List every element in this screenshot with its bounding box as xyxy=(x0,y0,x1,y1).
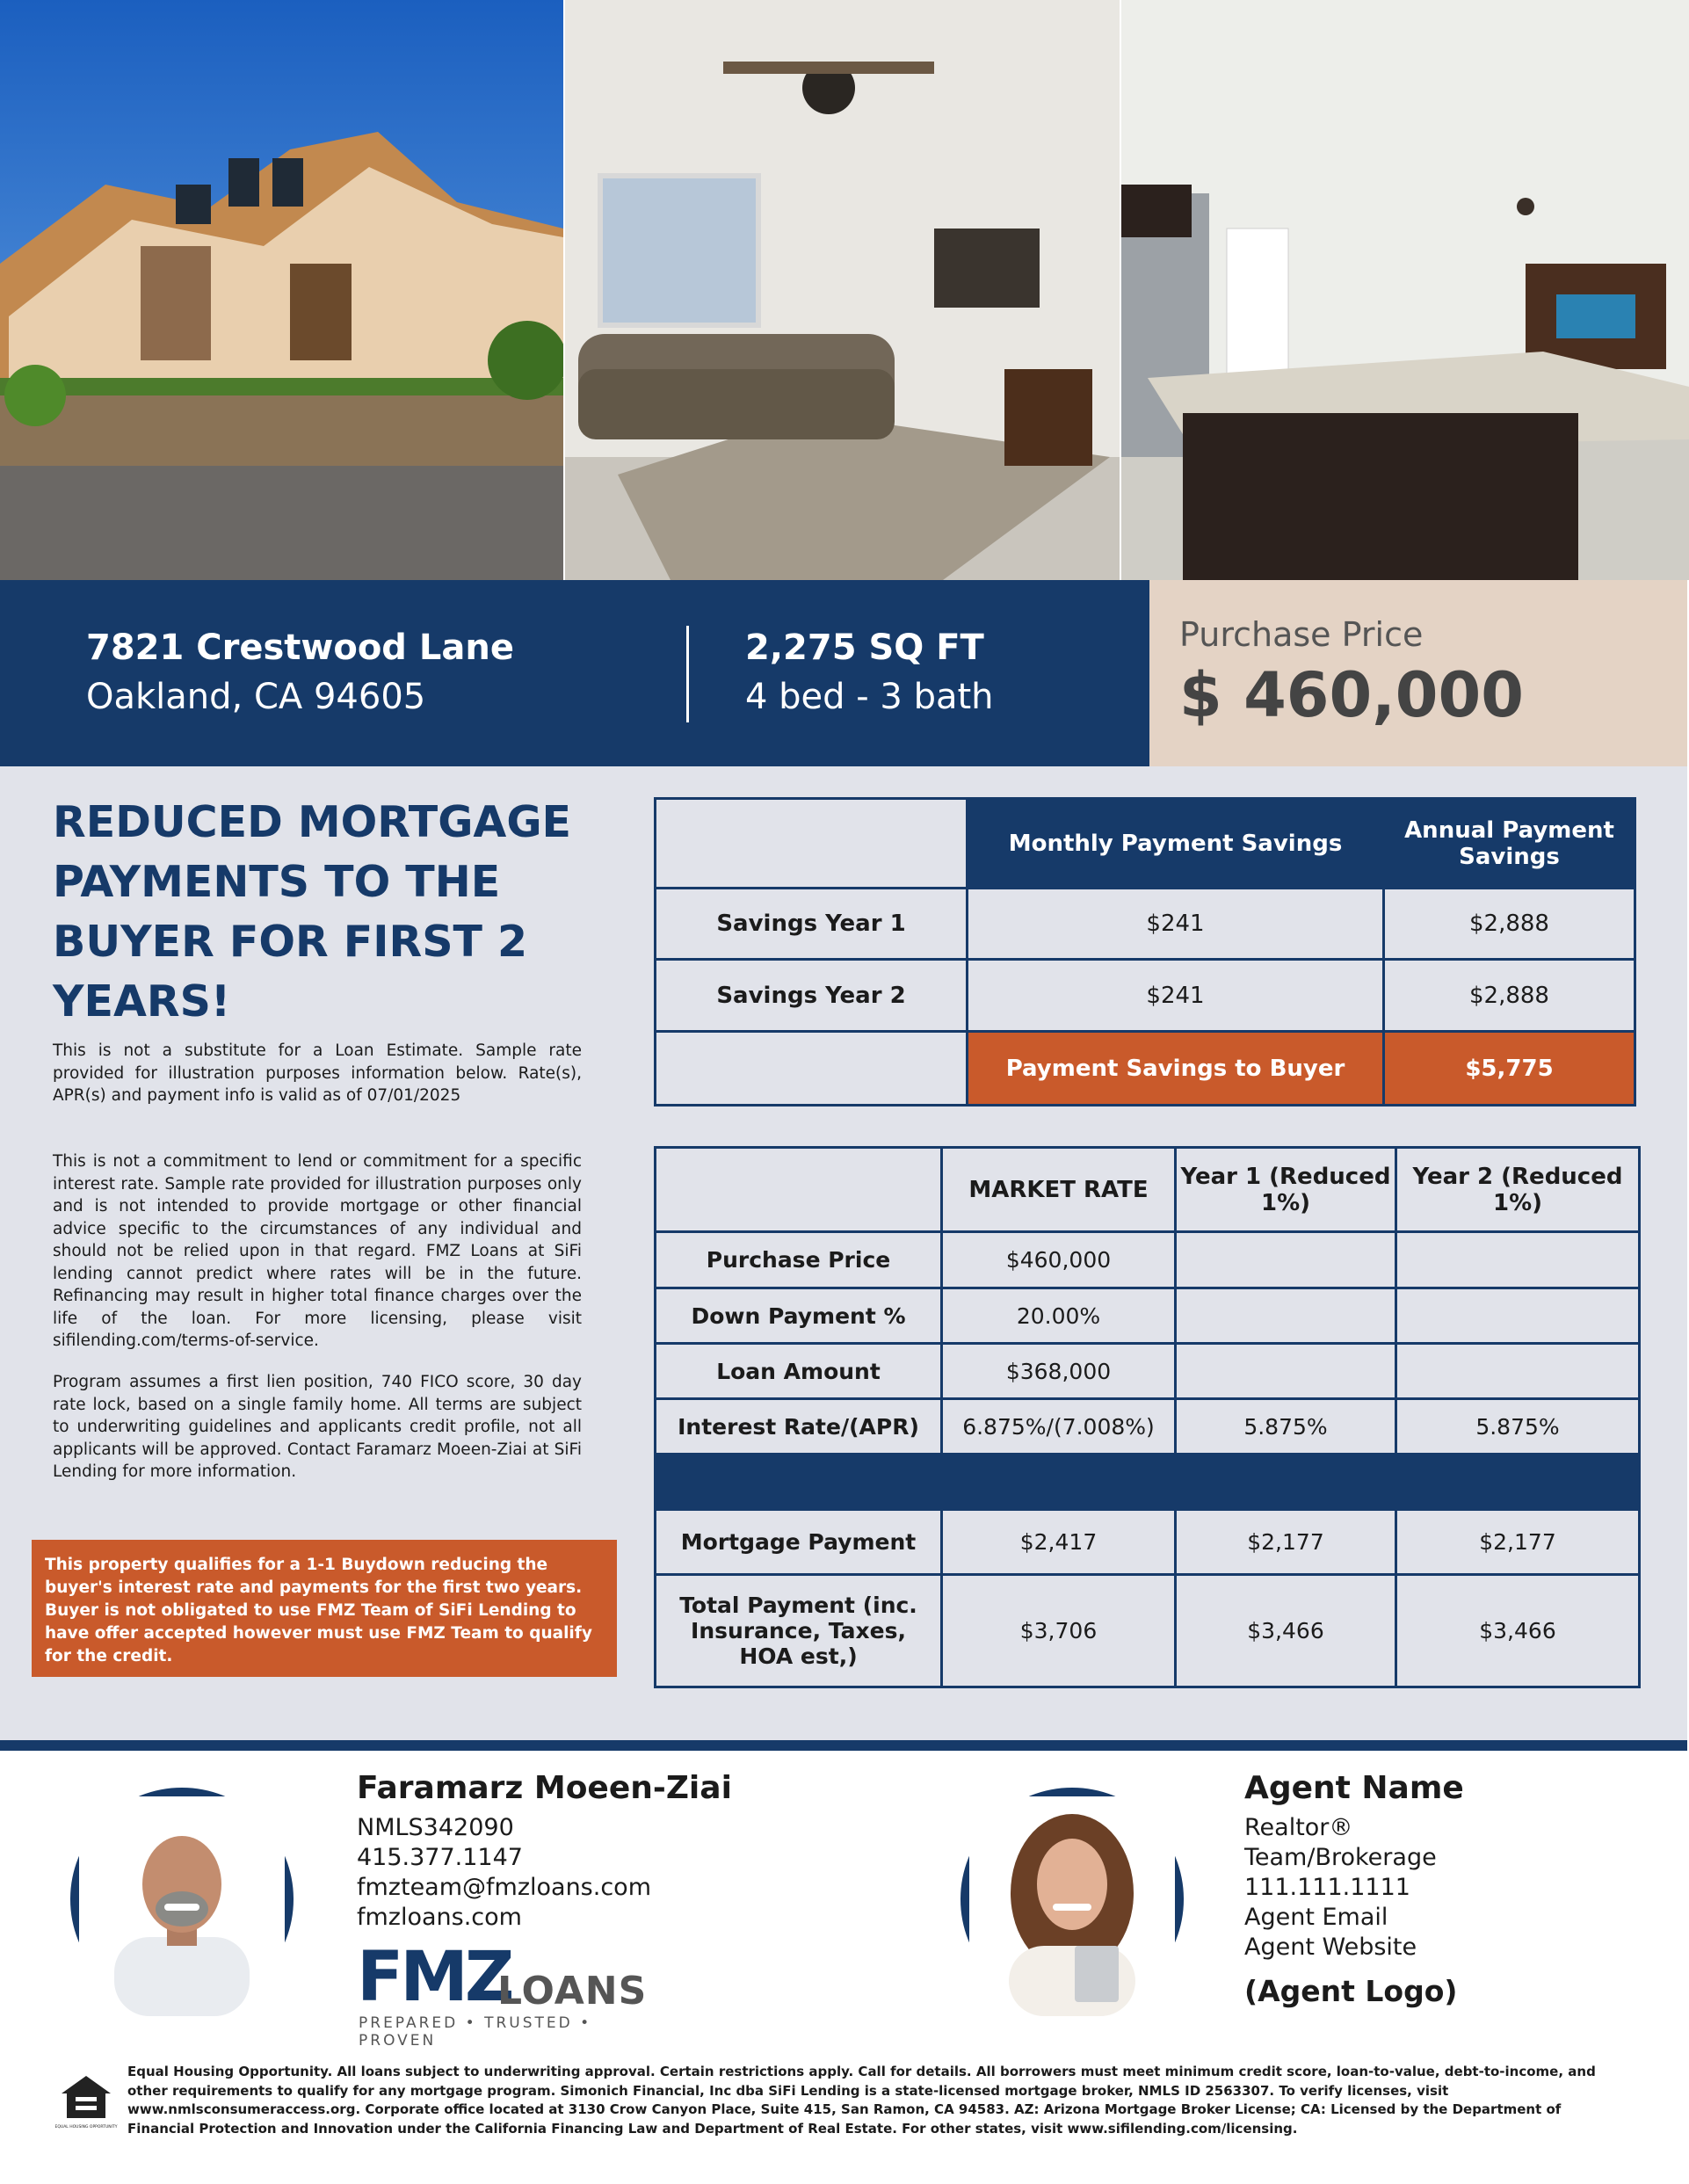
agent-logo-placeholder: (Agent Logo) xyxy=(1244,1974,1458,2008)
rate-row-label: Down Payment % xyxy=(656,1288,942,1344)
mortgage-payment-row xyxy=(656,1510,1640,1575)
contact-footer xyxy=(0,1751,1687,2184)
logo-loans: LOANS xyxy=(497,1969,648,2013)
rate-row-year2 xyxy=(1396,1232,1640,1288)
purchase-price-value: $ 460,000 xyxy=(1179,659,1524,731)
agent-name: Agent Name xyxy=(1244,1770,1464,1806)
mortgage-payment-market: $2,417 xyxy=(942,1510,1176,1575)
rate-row-year2 xyxy=(1396,1288,1640,1344)
street-address: 7821 Crestwood Lane xyxy=(86,628,514,668)
band-divider xyxy=(686,626,689,722)
loan-officer-email[interactable]: fmzteam@fmzloans.com xyxy=(357,1874,651,1901)
rate-row-year1 xyxy=(1176,1232,1396,1288)
agent-email[interactable]: Agent Email xyxy=(1244,1904,1388,1931)
savings-total-empty xyxy=(656,1032,968,1106)
rate-header-empty xyxy=(656,1148,942,1232)
main-content xyxy=(0,766,1687,1740)
header-market-rate: MARKET RATE xyxy=(942,1148,1176,1232)
total-payment-year2: $3,466 xyxy=(1396,1575,1640,1687)
rate-comparison-table xyxy=(654,1146,1641,1688)
savings-row xyxy=(656,889,1635,960)
savings-total-label: Payment Savings to Buyer xyxy=(968,1032,1384,1106)
savings-total-value: $5,775 xyxy=(1384,1032,1635,1106)
agent-photo xyxy=(960,1788,1184,2011)
living-room-photo xyxy=(563,0,1120,580)
rate-row-market: $460,000 xyxy=(942,1232,1176,1288)
rate-row-year1 xyxy=(1176,1344,1396,1399)
square-footage: 2,275 SQ FT xyxy=(745,628,984,668)
mortgage-payment-label: Mortgage Payment xyxy=(656,1510,942,1575)
rate-row-year2 xyxy=(1396,1344,1640,1399)
loan-officer-website[interactable]: fmzloans.com xyxy=(357,1904,522,1931)
savings-table xyxy=(654,797,1636,1107)
header-monthly-savings: Monthly Payment Savings xyxy=(968,799,1384,889)
total-payment-row xyxy=(656,1575,1640,1687)
loan-officer-photo xyxy=(70,1788,294,2011)
savings-row-monthly: $241 xyxy=(968,889,1384,960)
city-state-zip: Oakland, CA 94605 xyxy=(86,677,426,717)
rate-row-year1: 5.875% xyxy=(1176,1399,1396,1455)
buydown-note: This property qualifies for a 1-1 Buydown reducing the buyer's interest rate and payments for the first two years. Buyer is not obligated to use FMZ Team of SiFi Lending to have offer accepted however must use FMZ Team to qualify for the credit. xyxy=(32,1540,617,1677)
total-payment-market: $3,706 xyxy=(942,1575,1176,1687)
kitchen-photo xyxy=(1120,0,1687,580)
savings-row-label: Savings Year 1 xyxy=(656,889,968,960)
disclaimer-paragraph-2: This is not a commitment to lend or commitment for a specific interest rate. Sample rate provided for illustration purposes only and is not intended to provide mortgage or other financial advice specific to the circumstances of any individual and should not be relied upon in that regard. FMZ Loans at SiFi lending cannot predict where rates will be in the future. Refinancing may result in higher total finance charges over the life of the loan. For more licensing, please visit sifilending.com/terms-of-service. xyxy=(53,1152,582,1350)
rate-row-year2: 5.875% xyxy=(1396,1399,1640,1455)
loan-officer-nmls: NMLS342090 xyxy=(357,1814,514,1841)
equal-housing-icon xyxy=(54,2074,118,2136)
legal-disclaimer: Equal Housing Opportunity. All loans subject to underwriting approval. Certain restrictions apply. Call for details. All borrowers must meet minimum credit score, loan-to-value, debt-to-income, and other requirements to qualify for any mortgage program. Simonich Financial, Inc dba SiFi Lending is a state-licensed mortgage broker, NMLS ID 2563307. To verify licenses, visit www.nmlsconsumeraccess.org. Corporate office located at 3130 Crow Canyon Place, Suite 415, San Ramon, CA 94583. AZ: Arizona Mortgage Broker License; CA: Licensed by the Department of Financial Protection and Innovation under the California Financing Law and Department of Real Estate. For other states, visit www.sifilending.com/licensing. xyxy=(127,2064,1596,2137)
rate-row xyxy=(656,1399,1640,1455)
savings-row-monthly: $241 xyxy=(968,960,1384,1032)
mortgage-payment-year1: $2,177 xyxy=(1176,1510,1396,1575)
savings-row-label: Savings Year 2 xyxy=(656,960,968,1032)
header-annual-savings: Annual Payment Savings xyxy=(1384,799,1635,889)
loan-officer-phone[interactable]: 415.377.1147 xyxy=(357,1844,523,1871)
property-details-panel xyxy=(0,580,1149,766)
loan-officer-name: Faramarz Moeen-Ziai xyxy=(357,1770,732,1806)
purchase-price-label: Purchase Price xyxy=(1179,615,1424,654)
property-info-band xyxy=(0,580,1687,766)
rate-row-market: 20.00% xyxy=(942,1288,1176,1344)
agent-website[interactable]: Agent Website xyxy=(1244,1934,1417,1961)
header-year2: Year 2 (Reduced 1%) xyxy=(1396,1148,1640,1232)
rate-row-year1 xyxy=(1176,1288,1396,1344)
rate-row-label: Loan Amount xyxy=(656,1344,942,1399)
photo-strip xyxy=(0,0,1687,580)
rate-row-label: Purchase Price xyxy=(656,1232,942,1288)
footer-divider xyxy=(0,1740,1687,1751)
savings-row-annual: $2,888 xyxy=(1384,960,1635,1032)
mortgage-payment-year2: $2,177 xyxy=(1396,1510,1640,1575)
rate-row-market: $368,000 xyxy=(942,1344,1176,1399)
savings-row-annual: $2,888 xyxy=(1384,889,1635,960)
agent-brokerage: Team/Brokerage xyxy=(1244,1844,1437,1871)
eho-caption: EQUAL HOUSING OPPORTUNITY xyxy=(54,2125,118,2130)
rate-row-market: 6.875%/(7.008%) xyxy=(942,1399,1176,1455)
total-payment-year1: $3,466 xyxy=(1176,1575,1396,1687)
agent-title: Realtor® xyxy=(1244,1814,1353,1841)
savings-row xyxy=(656,960,1635,1032)
disclaimer-paragraph-3: Program assumes a first lien position, 740 FICO score, 30 day rate lock, based on a single family home. All terms are subject to underwriting guidelines and applicants credit profile, not all applicants will be approved. Contact Faramarz Moeen-Ziai at SiFi Lending for more information. xyxy=(53,1373,582,1481)
agent-phone[interactable]: 111.111.1111 xyxy=(1244,1874,1410,1901)
purchase-price-panel xyxy=(1149,580,1687,766)
rate-row xyxy=(656,1344,1640,1399)
headline: REDUCED MORTGAGE PAYMENTS TO THE BUYER FOR FIRST 2 YEARS! xyxy=(53,797,572,1027)
rate-row-label: Interest Rate/(APR) xyxy=(656,1399,942,1455)
savings-header-empty xyxy=(656,799,968,889)
disclaimer-paragraph-1: This is not a substitute for a Loan Estimate. Sample rate provided for illustration purposes information below. Rate(s), APR(s) and payment info is valid as of 07/01/2025 xyxy=(53,1041,582,1105)
logo-brand: FMZ xyxy=(357,1938,511,2017)
beds-baths: 4 bed - 3 bath xyxy=(745,677,994,717)
rate-row xyxy=(656,1232,1640,1288)
rate-row xyxy=(656,1288,1640,1344)
exterior-photo xyxy=(0,0,563,580)
total-payment-label: Total Payment (inc. Insurance, Taxes, HOA est,) xyxy=(656,1575,942,1687)
fmz-loans-logo xyxy=(357,1938,673,2050)
header-year1: Year 1 (Reduced 1%) xyxy=(1176,1148,1396,1232)
logo-tagline: PREPARED • TRUSTED • PROVEN xyxy=(359,2014,592,2050)
rate-divider-row xyxy=(656,1455,1640,1510)
